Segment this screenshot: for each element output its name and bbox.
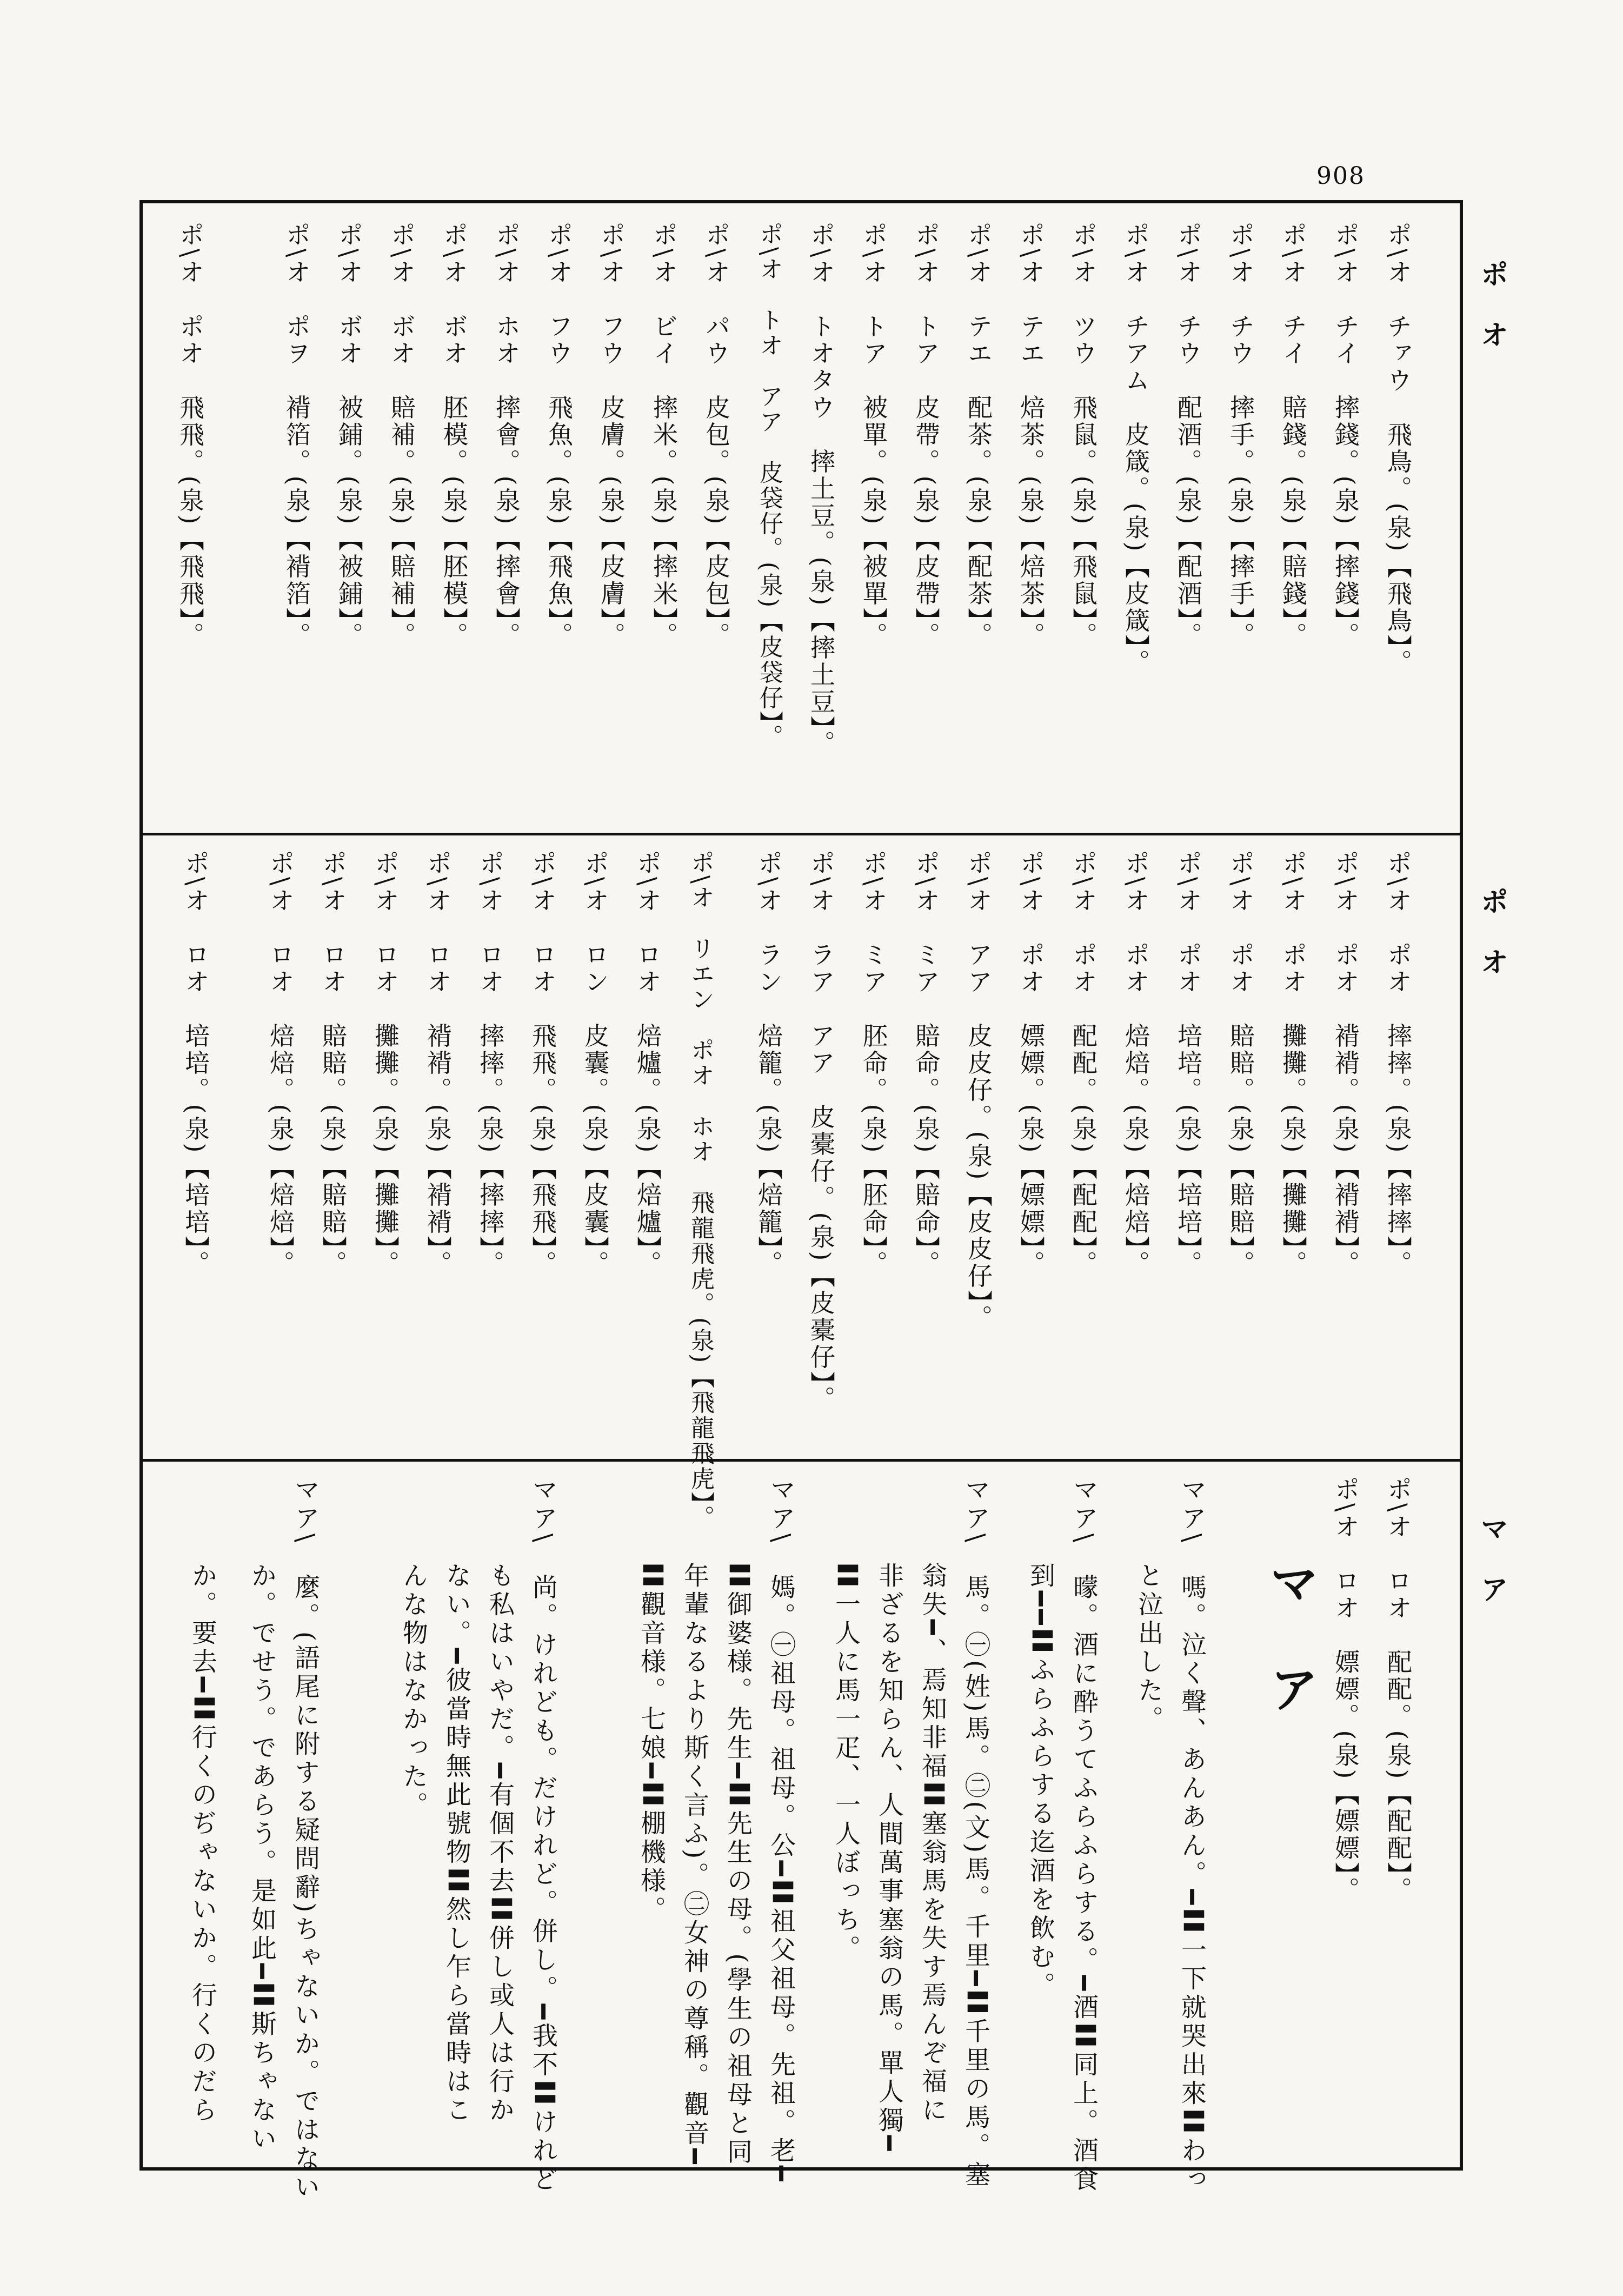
entry-line: ポ\オ チウ 配酒。(泉)【配酒】。	[1174, 222, 1203, 649]
entry-line: ポ\オ ロオ 配配。(泉)【配配】。	[1383, 1476, 1413, 1904]
entry-line: ポ\オ ミア 賠命。(泉)【賠命】。	[912, 850, 941, 1278]
entry-line: ポ\オ ポオ 褙褙。(泉)【褙褙】。	[1331, 850, 1360, 1278]
entry-line: マア\ 尚。けれども。だけれど。併し。━我不〓けれど	[528, 1476, 558, 2195]
entry-line: ポ\オ ロオ 攤攤。(泉)【攤攤】。	[371, 850, 400, 1278]
entry-line: ポ\オ ビイ 摔米。(泉)【摔米】。	[649, 222, 679, 649]
running-header: ポオ	[1475, 887, 1508, 1008]
entry-line: か。でせう。であらう。是如此━〓斯ちゃない	[247, 1476, 277, 2154]
entry-line: ポ\オ ラン 焙籠。(泉)【焙籠】。	[754, 850, 783, 1278]
entry-line: ポ\オ チアム 皮箴。(泉)【皮箴】。	[1121, 222, 1150, 676]
entry-line: 到━━〓ふらふらする迄酒を飲む。	[1026, 1476, 1055, 2001]
entry-line: マア\ 嗎。泣く聲、あんあん。━〓一下就哭出來〓わっ	[1177, 1476, 1207, 2195]
entry-line: と泣出した。	[1134, 1476, 1163, 1734]
entry-line: ポ\オ チァウ 飛鳥。(泉)【飛鳥】。	[1383, 222, 1413, 676]
running-header: マア	[1475, 1514, 1508, 1635]
entry-line: ポ\オ フウ 飛魚。(泉)【飛魚】。	[544, 222, 574, 649]
running-header: ポオ	[1475, 260, 1508, 381]
entry-line: ポ\オ ミア 胚命。(泉)【胚命】。	[859, 850, 888, 1278]
entry-line: マア\ 馬。㊀(姓)馬。㊁(文)馬。千里━〓千里の馬。塞	[961, 1476, 990, 2190]
entry-line: 〓一人に馬一疋、一人ぼっち。	[831, 1476, 861, 1963]
entry-line: ポ\オ トア 皮帶。(泉)【皮帶】。	[912, 222, 941, 649]
entry-line: ポ\オ ロオ 嫖嫖。(泉)【嫖嫖】。	[1331, 1476, 1360, 1904]
entry-line: ポ\オ テエ 配茶。(泉)【配茶】。	[964, 222, 993, 649]
entry-line: ポ\オ チイ 賠錢。(泉)【賠錢】。	[1279, 222, 1308, 649]
entry-line: 〓觀音様。七娘━〓棚機様。	[636, 1476, 666, 1925]
entry-line: ポ\オ ロオ 培培。(泉)【培培】。	[181, 850, 210, 1278]
entry-line: ポ\オ ポオ 賠賠。(泉)【賠賠】。	[1226, 850, 1255, 1278]
entry-line: 年輩なるより斯く言ふ)。㊁女神の尊稱。觀音━	[680, 1476, 709, 2167]
entry-line: ポ\オ ボオ 賠補。(泉)【賠補】。	[387, 222, 416, 649]
entry-line: ポ\オ ロオ 摔摔。(泉)【摔摔】。	[476, 850, 505, 1278]
entry-line: ポ\オ アア 皮皮仔。(泉)【皮皮仔】。	[964, 850, 993, 1332]
entry-line: 非ざるを知らん、人間萬事塞翁の馬。單人獨━	[874, 1476, 904, 2154]
entry-line: ポ\オ リエン ポオ ホオ 飛龍飛虎。(泉)【飛龍飛虎】。	[687, 850, 714, 1531]
page-number: 908	[1316, 162, 1365, 190]
section-divider	[139, 1459, 1463, 1462]
entry-line: ポ\オ トオタウ 摔土豆。(泉)【摔土豆】。	[807, 222, 836, 758]
entry-line: ポ\オ ツウ 飛鼠。(泉)【飛鼠】。	[1069, 222, 1098, 649]
entry-line: ポ\オ ポオ 培培。(泉)【培培】。	[1174, 850, 1203, 1278]
entry-line: ポ\オ ポオ 嫖嫖。(泉)【嫖嫖】。	[1016, 850, 1046, 1278]
entry-line: か。要去━〓行くのぢゃないか。行くのだら	[188, 1476, 217, 2126]
entry-line: ポ\オ チウ 摔手。(泉)【摔手】。	[1226, 222, 1255, 649]
entry-line: ポ\オ パウ 皮包。(泉)【皮包】。	[702, 222, 731, 649]
entry-line: ポ\オ ポヲ 褙箔。(泉)【褙箔】。	[282, 222, 311, 649]
entry-line: ポ\オ チイ 摔錢。(泉)【摔錢】。	[1331, 222, 1360, 649]
entry-line: ポ\オ テエ 焙茶。(泉)【焙茶】。	[1016, 222, 1046, 649]
entry-line: ポ\オ ボオ 胚模。(泉)【胚模】。	[440, 222, 469, 649]
entry-line: ポ\オ ポオ 焙焙。(泉)【焙焙】。	[1121, 850, 1150, 1278]
entry-line: んな物はなかった。	[398, 1476, 428, 1820]
entry-line: ない。━彼當時無此號物〓然し乍ら當時はこ	[442, 1476, 471, 2126]
entry-line: ポ\オ トオ アア 皮袋仔。(泉)【皮袋仔】。	[755, 222, 783, 750]
entry-line: ポ\オ ラア アア 皮橐仔。(泉)【皮橐仔】。	[807, 850, 836, 1413]
entry-line: マア\ 麼。(語尾に附する疑問辭)ちゃないか。ではない	[290, 1476, 320, 2202]
entry-line: ポ\オ ロオ 賠賠。(泉)【賠賠】。	[318, 850, 348, 1278]
entry-line: 〓御婆様。先生━〓先生の母。(學生の祖母と同	[723, 1476, 753, 2167]
entry-line: ポ\オ トア 被單。(泉)【被單】。	[859, 222, 888, 649]
section-heading: マ ア	[1261, 1557, 1319, 1733]
entry-line: ポ\オ ポオ 摔摔。(泉)【摔摔】。	[1383, 850, 1413, 1278]
entry-line: ポ\オ フウ 皮膚。(泉)【皮膚】。	[597, 222, 626, 649]
section-divider	[139, 833, 1463, 835]
entry-line: 翁失━、焉知非福〓塞翁馬を失す焉んぞ福に	[917, 1476, 947, 2126]
entry-line: ポ\オ ポオ 飛飛。(泉)【飛飛】。	[176, 222, 205, 649]
entry-line: ポ\オ ロオ 焙焙。(泉)【焙焙】。	[266, 850, 295, 1278]
entry-line: マア\ 媽。㊀祖母。祖母。公━〓祖父祖母。先祖。老━	[766, 1476, 796, 2185]
entry-line: ポ\オ ポオ 攤攤。(泉)【攤攤】。	[1279, 850, 1308, 1278]
entry-line: も私はいやだ。━有個不去〓併し或人は行か	[485, 1476, 515, 2126]
entry-line: ポ\オ ボオ 被鋪。(泉)【被鋪】。	[335, 222, 364, 649]
entry-line: ポ\オ ポオ 配配。(泉)【配配】。	[1069, 850, 1098, 1278]
entry-line: ポ\オ ロオ 飛飛。(泉)【飛飛】。	[528, 850, 557, 1278]
entry-line: ポ\オ ロオ 焙爐。(泉)【焙爐】。	[633, 850, 662, 1278]
entry-line: ポ\オ ロオ 褙褙。(泉)【褙褙】。	[423, 850, 453, 1278]
entry-line: マア\ 曚。酒に酔うてふらふらする。━酒〓同上。酒食	[1069, 1476, 1099, 2195]
entry-line: ポ\オ ロン 皮囊。(泉)【皮囊】。	[581, 850, 610, 1278]
entry-line: ポ\オ ホオ 摔會。(泉)【摔會】。	[492, 222, 521, 649]
